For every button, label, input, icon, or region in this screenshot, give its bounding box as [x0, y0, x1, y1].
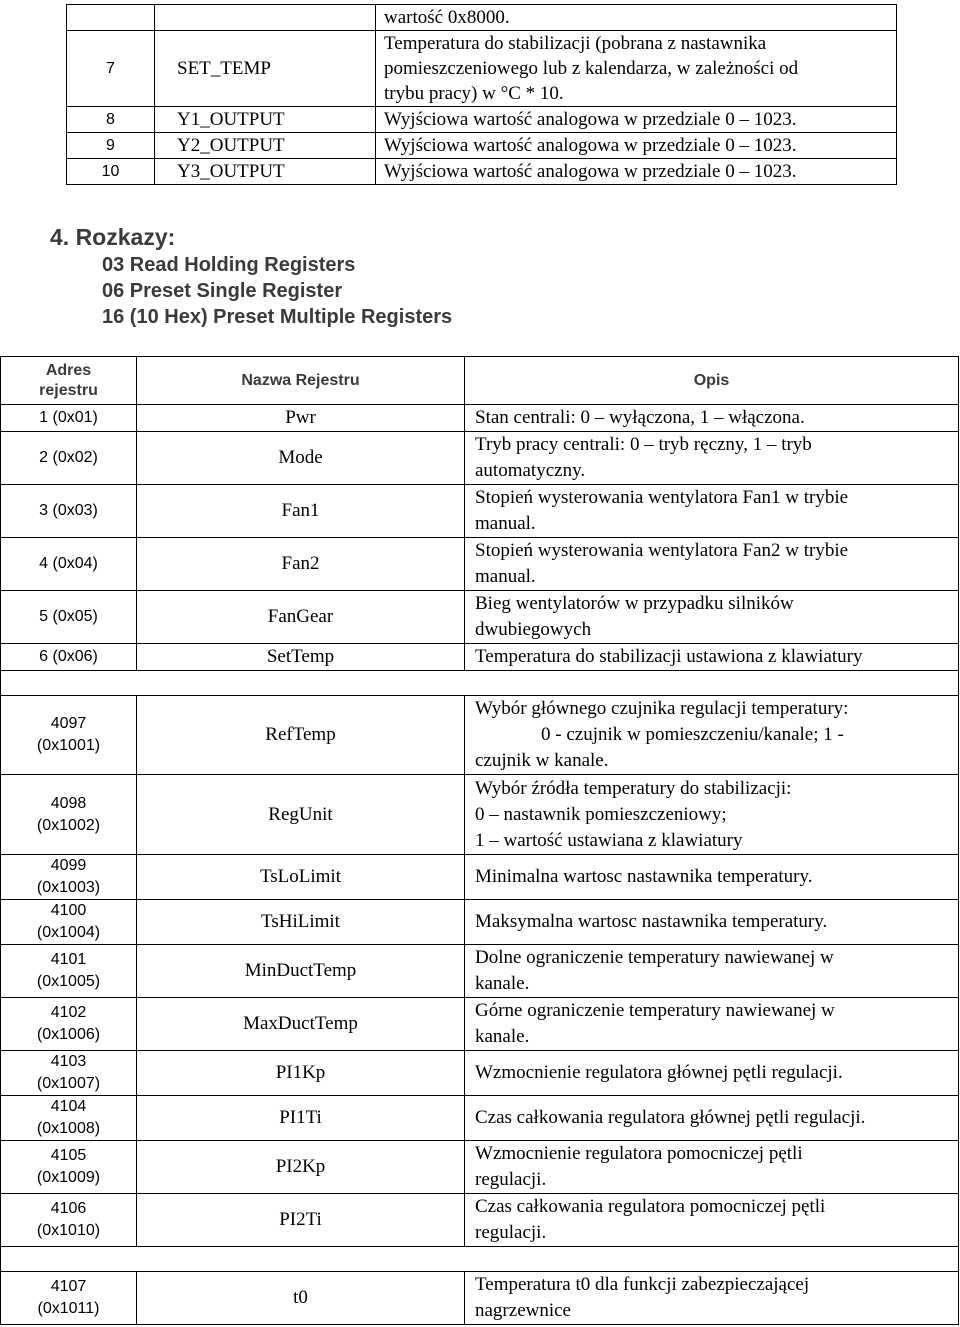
- register-name: PI2Ti: [137, 1194, 465, 1247]
- register-address: 4104 (0x1008): [1, 1096, 137, 1141]
- table-spacer-row: [1, 671, 959, 696]
- register-address: 4103 (0x1007): [1, 1051, 137, 1096]
- register-address: 4101 (0x1005): [1, 945, 137, 998]
- register-description: Wybór głównego czujnika regulacji temperatury: 0 - czujnik w pomieszczeniu/kanale; 1 - czujnik w kanale.: [465, 696, 959, 775]
- register-name: TsHiLimit: [137, 900, 465, 945]
- register-name: SET_TEMP: [155, 31, 376, 107]
- register-name: Fan1: [137, 485, 465, 538]
- register-address: 4 (0x04): [1, 538, 137, 591]
- register-description: Wyjściowa wartość analogowa w przedziale 0 – 1023.: [376, 133, 897, 159]
- table-spacer-row: [1, 1247, 959, 1272]
- register-table: [0, 356, 959, 1325]
- register-description: Stopień wysterowania wentylatora Fan2 w trybie manual.: [465, 538, 959, 591]
- section-heading: 4. Rozkazy:: [50, 224, 176, 250]
- continuation-text: wartość 0x8000.: [376, 5, 897, 31]
- register-name: MinDuctTemp: [137, 945, 465, 998]
- command-item: 16 (10 Hex) Preset Multiple Registers: [102, 306, 453, 328]
- table-row: [1, 855, 959, 900]
- register-description: Górne ograniczenie temperatury nawiewanej w kanale.: [465, 998, 959, 1051]
- register-name: PI1Ti: [137, 1096, 465, 1141]
- register-description: Bieg wentylatorów w przypadku silników dwubiegowych: [465, 591, 959, 644]
- register-description: Wybór źródła temperatury do stabilizacji: 0 – nastawnik pomieszczeniowy; 1 – wartość ustawiana z klawiatury: [465, 775, 959, 855]
- register-name: PI2Kp: [137, 1141, 465, 1194]
- register-name: PI1Kp: [137, 1051, 465, 1096]
- register-description: Temperatura do stabilizacji (pobrana z nastawnika pomieszczeniowego lub z kalendarza, w zależności od trybu pracy) w °C * 10.: [376, 31, 897, 107]
- register-address: 1 (0x01): [1, 405, 137, 432]
- table-row: [1, 1051, 959, 1096]
- header-description: Opis: [465, 357, 959, 405]
- register-address: 4107 (0x1011): [1, 1272, 137, 1325]
- header-name: Nazwa Rejestru: [137, 357, 465, 405]
- table-row: [1, 696, 959, 775]
- register-address: 5 (0x05): [1, 591, 137, 644]
- register-description: Minimalna wartosc nastawnika temperatury.: [465, 855, 959, 900]
- table-row: [67, 31, 897, 107]
- register-name: Y3_OUTPUT: [155, 159, 376, 185]
- row-number: 9: [67, 133, 155, 159]
- register-name: t0: [137, 1272, 465, 1325]
- table-row: [67, 5, 897, 31]
- row-number: 7: [67, 31, 155, 107]
- register-address: 3 (0x03): [1, 485, 137, 538]
- register-name: Mode: [137, 432, 465, 485]
- register-name: FanGear: [137, 591, 465, 644]
- register-name: Fan2: [137, 538, 465, 591]
- register-description: Czas całkowania regulatora pomocniczej pętli regulacji.: [465, 1194, 959, 1247]
- command-item: 03 Read Holding Registers: [102, 254, 356, 276]
- register-description: Wyjściowa wartość analogowa w przedziale 0 – 1023.: [376, 107, 897, 133]
- register-address: 4102 (0x1006): [1, 998, 137, 1051]
- register-name: Y2_OUTPUT: [155, 133, 376, 159]
- command-item: 06 Preset Single Register: [102, 280, 343, 302]
- row-number: 8: [67, 107, 155, 133]
- register-description: Temperatura t0 dla funkcji zabezpieczającej nagrzewnice: [465, 1272, 959, 1325]
- table-row: [1, 538, 959, 591]
- row-number: 10: [67, 159, 155, 185]
- register-description: Czas całkowania regulatora głównej pętli regulacji.: [465, 1096, 959, 1141]
- table-row: [1, 1096, 959, 1141]
- table-row: [1, 644, 959, 671]
- register-address: 4098 (0x1002): [1, 775, 137, 855]
- table-row: [1, 775, 959, 855]
- register-address: 4097 (0x1001): [1, 696, 137, 775]
- table-row: [1, 998, 959, 1051]
- table-row: [1, 1272, 959, 1325]
- register-name: RegUnit: [137, 775, 465, 855]
- register-address: 4106 (0x1010): [1, 1194, 137, 1247]
- output-registers-table: [66, 4, 897, 185]
- register-name: MaxDuctTemp: [137, 998, 465, 1051]
- register-description: Stan centrali: 0 – wyłączona, 1 – włączona.: [465, 405, 959, 432]
- header-address: Adres rejestru: [1, 357, 137, 405]
- register-description: Wyjściowa wartość analogowa w przedziale 0 – 1023.: [376, 159, 897, 185]
- table-row: [1, 591, 959, 644]
- register-address: 4105 (0x1009): [1, 1141, 137, 1194]
- table-row: [1, 1194, 959, 1247]
- register-description: Stopień wysterowania wentylatora Fan1 w trybie manual.: [465, 485, 959, 538]
- register-name: Y1_OUTPUT: [155, 107, 376, 133]
- register-name: RefTemp: [137, 696, 465, 775]
- register-description: Wzmocnienie regulatora głównej pętli regulacji.: [465, 1051, 959, 1096]
- table-row: [1, 405, 959, 432]
- table-row: [1, 1141, 959, 1194]
- table-row: [1, 945, 959, 998]
- table-row: [1, 900, 959, 945]
- register-address: 4099 (0x1003): [1, 855, 137, 900]
- register-description: Wzmocnienie regulatora pomocniczej pętli regulacji.: [465, 1141, 959, 1194]
- register-description: Dolne ograniczenie temperatury nawiewanej w kanale.: [465, 945, 959, 998]
- register-name: SetTemp: [137, 644, 465, 671]
- table-row: [67, 159, 897, 185]
- register-address: 2 (0x02): [1, 432, 137, 485]
- table-header-row: [1, 357, 959, 405]
- register-name: Pwr: [137, 405, 465, 432]
- table-row: [67, 107, 897, 133]
- register-address: 6 (0x06): [1, 644, 137, 671]
- register-name: TsLoLimit: [137, 855, 465, 900]
- table-row: [1, 485, 959, 538]
- table-row: [67, 133, 897, 159]
- register-address: 4100 (0x1004): [1, 900, 137, 945]
- register-description: Temperatura do stabilizacji ustawiona z klawiatury: [465, 644, 959, 671]
- register-description: Tryb pracy centrali: 0 – tryb ręczny, 1 – tryb automatyczny.: [465, 432, 959, 485]
- register-description: Maksymalna wartosc nastawnika temperatury.: [465, 900, 959, 945]
- table-row: [1, 432, 959, 485]
